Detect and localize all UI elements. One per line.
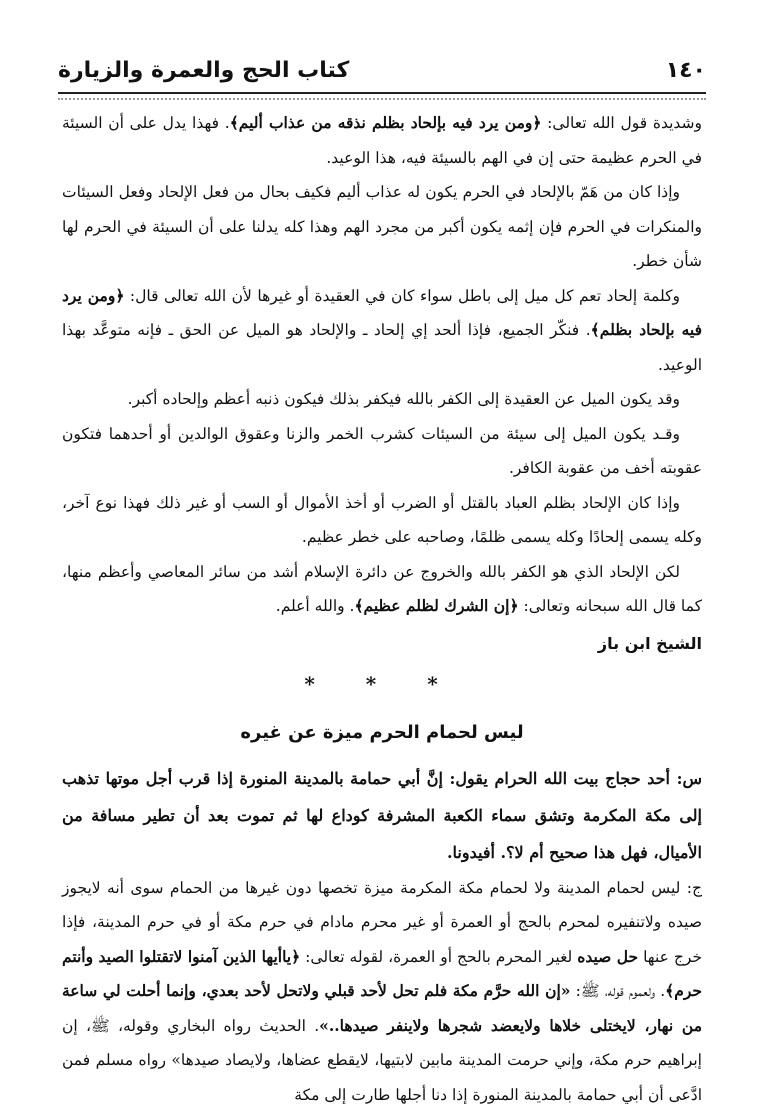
paragraph-3: وكلمة إلحاد تعم كل ميل إلى باطل سواء كان في العقيدة أو غيرها لأن الله تعالى قال: ﴿ومن يرد فيه بإلحاد بظلم﴾. فنكّر الجميع، فإذا ألحد إي إلحاد ـ والإلحاد هو الميل عن الحق ـ فإنه متوعَّد بهذا الوعيد. xyxy=(62,285,702,374)
hadith-quote: «إن الله حرَّم مكة فلم تحل لأحد قبلي ولاتحل لأحد بعدي، وإنما أحلت لي ساعة من نهار، لايختلى خلاها ولايعضد شجرها ولاينفر صيدها..» xyxy=(62,981,702,1035)
section-separator: * * * xyxy=(304,671,460,696)
header-rule xyxy=(58,92,706,100)
page-body xyxy=(62,106,702,1112)
quran-quote: ﴿ومن يرد فيه بإلحاد بظلم﴾ xyxy=(62,285,702,339)
paragraph-6: وإذا كان الإلحاد بظلم العباد بالقتل أو الضرب أو أخذ الأموال أو السب أو غير ذلك فهذا نوع آخر، وكله يسمى إلحادًا وكله يسمى ظلمًا، وصاحبه على خطر عظيم. xyxy=(62,493,702,546)
question: س: أحد حجاج بيت الله الحرام يقول: إنَّ أبي حمامة بالمدينة المنورة إذا قرب أجل موتها تذهب إلى مكة المكرمة وتشق سماء الكعبة المشرفة كوداع لها ثم تموت بعد أن تطير مسافة من الأميال، فهل هذا صحيح أم لا؟. أفيدونا. xyxy=(62,768,702,862)
book-title: كتاب الحج والعمرة والزيارة xyxy=(58,57,350,83)
paragraph-7: لكن الإلحاد الذي هو الكفر بالله والخروج عن دائرة الإسلام أشد من سائر المعاصي وأعظم منها، كما قال الله سبحانه وتعالى: ﴿إن الشرك لظلم عظيم﴾. والله أعلم. xyxy=(62,562,702,615)
quran-quote: ﴿ومن يرد فيه بإلحاد بظلم نذقه من عذاب أليم﴾ xyxy=(229,113,542,132)
paragraph-4: وقد يكون الميل عن العقيدة إلى الكفر بالله فيكفر بذلك فيكون ذنبه أعظم وإلحاده أكبر. xyxy=(127,390,680,408)
page-number: ١٤٠ xyxy=(665,57,706,83)
answer: ج: ليس لحمام المدينة ولا لحمام مكة المكرمة ميزة تخصها دون غيرها من الحمام سوى أنه لايجوز صيده ولاتنفيره لمحرم بالحج أو العمرة أو غير محرم مادام في حرم مكة أو في حرم المدينة، فإذا خرج عنها حل صيده لغير المحرم بالحج أو العمرة، لقوله تعالى: ﴿ياأيها الذين آمنوا لاتقتلوا الصيد وأنتم حرم﴾. ولعموم قوله، ﷺ: «إن الله حرَّم مكة فلم تحل لأحد قبلي ولاتحل لأحد بعدي، وإنما أحلت لي ساعة من نهار، لايختلى خلاها ولايعضد شجرها ولاينفر صيدها..». الحديث رواه البخاري وقوله، ﷺ، إن إبراهيم حرم مكة، وإني حرمت المدينة مابين لابتيها، لايقطع عضاها، ولايصاد صيدها» رواه مسلم فمن ادَّعى أن أبي حمامة بالمدينة المنورة إذا دنا أجلها طارت إلى مكة xyxy=(62,878,702,1104)
paragraph-5: وقـد يكون الميل إلى سيئة من السيئات كشرب الخمر والزنا وعقوق الوالدين أو أحدهما فتكون عقوبته أخف من عقوبة الكافر. xyxy=(62,424,702,477)
paragraph-2: وإذا كان من هَمّ بالإلحاد في الحرم يكون له عذاب أليم فكيف بحال من فعل الإلحاد وفعل السيئات والمنكرات في الحرم فإن إثمه يكون أكبر من مجرد الهم وهذا كله يدلنا على أن السيئة في الحرم لها شأن خطر. xyxy=(62,183,702,270)
page-header xyxy=(58,50,706,90)
section-title: ليس لحمام الحرم ميزة عن غيره xyxy=(240,721,524,743)
paragraph-1: وشديدة قول الله تعالى: ﴿ومن يرد فيه بإلحاد بظلم نذقه من عذاب أليم﴾. فهذا يدل على أن السيئة في الحرم عظيمة حتى إن في الهم بالسيئة فيه، هذا الوعيد. xyxy=(62,113,703,167)
quran-quote: ﴿إن الشرك لظلم عظيم﴾ xyxy=(354,596,519,615)
signature: الشيخ ابن باز xyxy=(597,633,702,653)
quran-quote: ﴿ياأيها الذين آمنوا لاتقتلوا الصيد وأنتم حرم﴾ xyxy=(62,946,702,1000)
